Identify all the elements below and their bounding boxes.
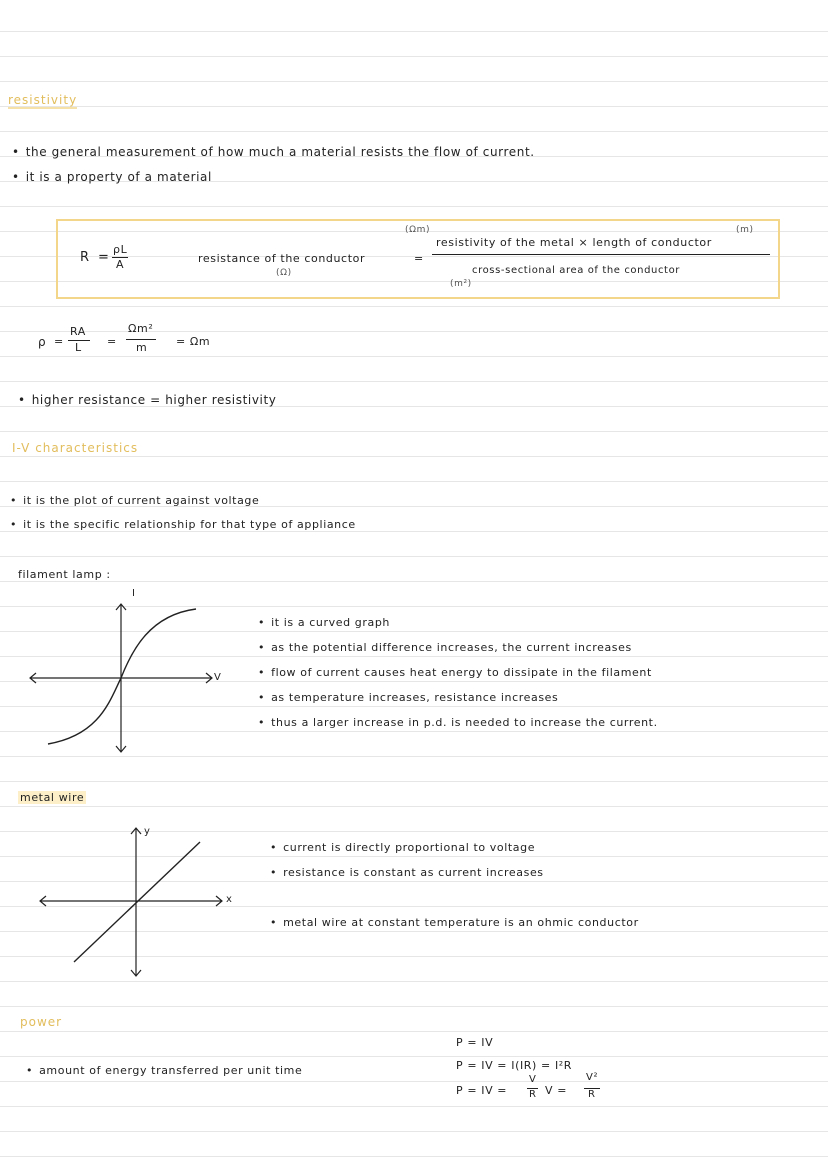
definition-unit-ohm-m: (Ωm) [405, 225, 431, 235]
power-eq-2: P = IV = I(IR) = I²R [456, 1059, 573, 1072]
rearranged-den1: L [75, 341, 82, 354]
rearranged-den2: m [136, 341, 148, 354]
power-bullet: • amount of energy transferred per unit time [26, 1064, 302, 1077]
rearranged-eq1: = [54, 335, 64, 348]
rearranged-num2: Ωm² [128, 322, 154, 335]
filament-bullet-5: • thus a larger increase in p.d. is needed to increase the current. [258, 716, 658, 729]
wire-bullet-1: • current is directly proportional to voltage [270, 841, 535, 854]
resistivity-bullet-1: • the general measurement of how much a material resists the flow of current. [12, 145, 535, 159]
wire-axis-label-y: y [144, 826, 151, 837]
definition-label: resistance of the conductor [198, 252, 366, 265]
filament-axis-label-i: I [132, 588, 136, 599]
heading-iv-characteristics: I-V characteristics [12, 441, 139, 455]
formula-numerator: ρL [113, 243, 128, 256]
formula-lhs: R [80, 250, 90, 265]
heading-resistivity: resistivity [8, 93, 78, 107]
rearranged-lhs: ρ [38, 335, 47, 349]
power-eq-3-den1: R [529, 1089, 537, 1100]
resistivity-bullet-2: • it is a property of a material [12, 170, 212, 184]
definition-numerator: resistivity of the metal × length of conductor [436, 236, 712, 249]
resistivity-note: • higher resistance = higher resistivity [18, 393, 276, 407]
power-eq-3-den2: R [588, 1089, 596, 1100]
wire-title-text: metal wire [20, 791, 85, 804]
power-eq-3-num1: V [529, 1074, 537, 1085]
iv-bullet-1: • it is the plot of current against voltage [10, 494, 259, 507]
wire-bullet-2: • resistance is constant as current increases [270, 866, 544, 879]
wire-ohmic-note: • metal wire at constant temperature is an ohmic conductor [270, 916, 639, 929]
formula-denominator: A [116, 258, 125, 271]
wire-axis-label-x: x [226, 894, 233, 905]
heading-power: power [20, 1015, 63, 1029]
wire-line [74, 842, 200, 962]
definition-label-unit: (Ω) [276, 268, 292, 278]
definition-unit-m2: (m²) [450, 279, 472, 289]
definition-eq: = [414, 252, 424, 265]
power-eq-3-num2: V² [586, 1072, 599, 1083]
filament-bullet-4: • as temperature increases, resistance increases [258, 691, 558, 704]
power-eq-1: P = IV [456, 1036, 494, 1049]
iv-bullet-2: • it is the specific relationship for that type of appliance [10, 518, 356, 531]
filament-bullet-1: • it is a curved graph [258, 616, 390, 629]
definition-denominator: cross-sectional area of the conductor [472, 265, 681, 276]
filament-bullet-3: • flow of current causes heat energy to dissipate in the filament [258, 666, 652, 679]
formula-eq: = [98, 250, 110, 265]
filament-axis-label-v: V [214, 672, 222, 683]
definition-unit-m: (m) [736, 225, 754, 235]
rearranged-num1: RA [70, 325, 86, 338]
power-eq-3-prefix: P = IV = [456, 1084, 508, 1097]
power-eq-3-mid: V = [545, 1084, 568, 1097]
filament-title: filament lamp : [18, 568, 111, 581]
rearranged-result: = Ωm [176, 335, 211, 348]
rearranged-eq2: = [107, 335, 117, 348]
filament-bullet-2: • as the potential difference increases, the current increases [258, 641, 632, 654]
